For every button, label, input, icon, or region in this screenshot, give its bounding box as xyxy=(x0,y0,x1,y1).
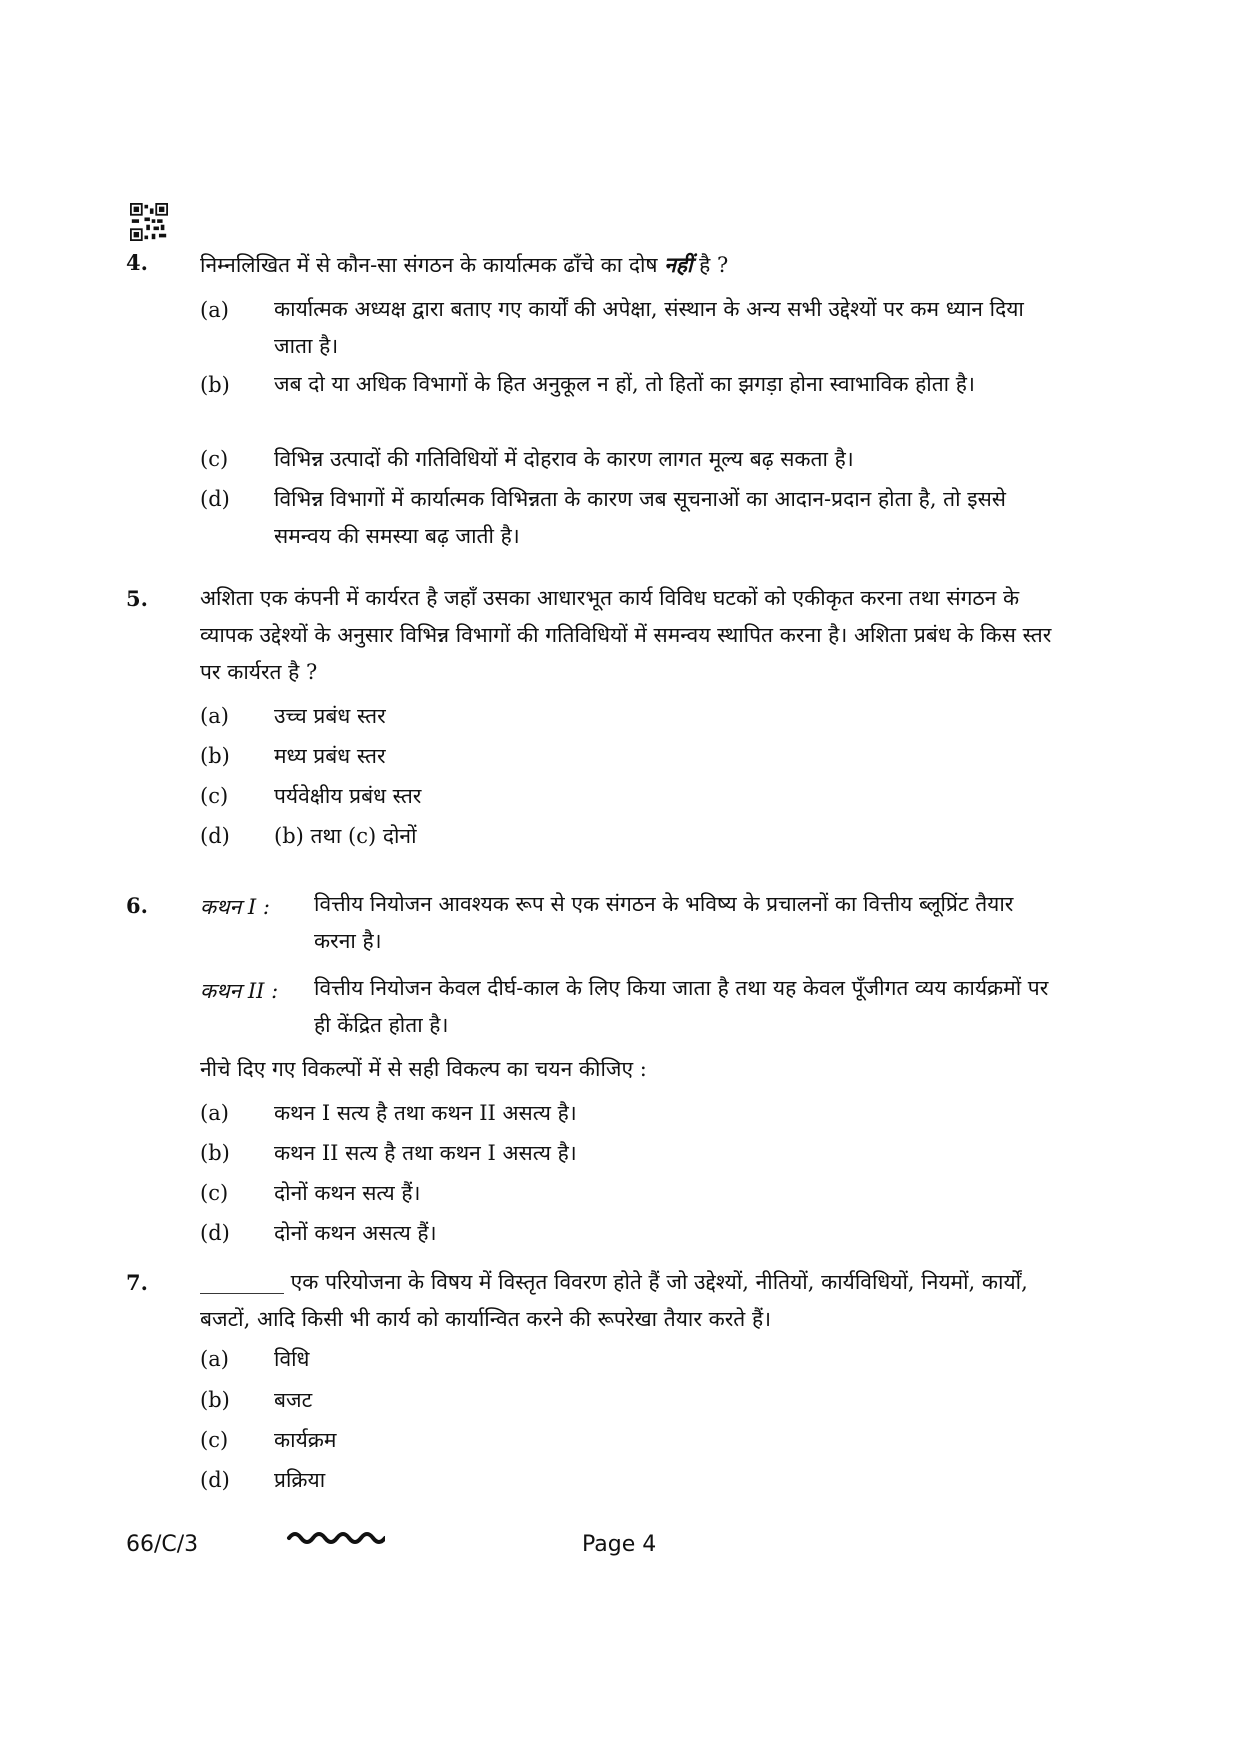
option-label: (b) xyxy=(200,1141,230,1165)
option-label: (b) xyxy=(200,1388,230,1412)
question-number: 7. xyxy=(126,1270,148,1295)
question-number: 6. xyxy=(126,893,148,918)
question-text-part: निम्नलिखित में से कौन-सा संगठन के कार्यात्मक ढाँचे का दोष xyxy=(200,253,665,277)
option-text: कथन I सत्य है तथा कथन II असत्य है। xyxy=(274,1101,577,1125)
option-text: उच्च प्रबंध स्तर xyxy=(274,704,386,728)
option-text: मध्य प्रबंध स्तर xyxy=(274,744,386,768)
option-text: बजट xyxy=(274,1388,313,1412)
statement-label: कथन I : xyxy=(200,895,270,919)
option-text: कार्यक्रम xyxy=(274,1428,337,1452)
option-label: (b) xyxy=(200,744,230,768)
option-label: (d) xyxy=(200,824,230,848)
option-text: विभिन्न उत्पादों की गतिविधियों में दोहराव के कारण लागत मूल्य बढ़ सकता है। xyxy=(274,447,854,471)
question-text: ________ एक परियोजना के विषय में विस्तृत विवरण होते हैं जो उद्देश्यों, नीतियों, कार्यविधियों, नियमों, कार्यों, बजटों, आदि किसी भी कार्य को कार्यान्वित करने की रूपरेखा तैयार करते हैं। xyxy=(200,1270,1028,1331)
option-text: (b) तथा (c) दोनों xyxy=(274,824,417,848)
option-text: कथन II सत्य है तथा कथन I असत्य है। xyxy=(274,1141,577,1165)
tilde-ornament-icon xyxy=(285,1524,385,1550)
option-text: दोनों कथन सत्य हैं। xyxy=(274,1181,421,1205)
statement-label: कथन II : xyxy=(200,979,279,1003)
statement-text: वित्तीय नियोजन आवश्यक रूप से एक संगठन के भविष्य के प्रचालनों का वित्तीय ब्लूप्रिंट तैयार करना है। xyxy=(314,892,1014,953)
option-label: (a) xyxy=(200,704,229,728)
option-label: (a) xyxy=(200,1101,229,1125)
option-label: (c) xyxy=(200,447,229,471)
option-label: (c) xyxy=(200,1181,229,1205)
option-label: (c) xyxy=(200,1428,229,1452)
option-text: विधि xyxy=(274,1347,310,1371)
option-text: विभिन्न विभागों में कार्यात्मक विभिन्नता के कारण जब सूचनाओं का आदान-प्रदान होता है, तो इससे समन्वय की समस्या बढ़ जाती है। xyxy=(274,487,1006,548)
qr-code-icon xyxy=(130,203,168,241)
option-text: दोनों कथन असत्य हैं। xyxy=(274,1221,437,1245)
question-text: अशिता एक कंपनी में कार्यरत है जहाँ उसका आधारभूत कार्य विविध घटकों को एकीकृत करना तथा संगठन के व्यापक उद्देश्यों के अनुसार विभिन्न विभागों की गतिविधियों में समन्वय स्थापित करना है। अशिता प्रबंध के किस स्तर पर कार्यरत है ? xyxy=(200,586,1052,684)
option-label: (c) xyxy=(200,784,229,808)
paper-code: 66/C/3 xyxy=(126,1532,199,1557)
question-text xyxy=(200,246,1058,284)
question-text-part: है ? xyxy=(692,253,729,277)
option-label: (d) xyxy=(200,1221,230,1245)
option-label: (a) xyxy=(200,1347,229,1371)
option-label: (a) xyxy=(200,298,229,322)
question-number: 4. xyxy=(126,250,148,275)
option-label: (d) xyxy=(200,487,230,511)
option-text: पर्यवेक्षीय प्रबंध स्तर xyxy=(274,784,422,808)
question-number: 5. xyxy=(126,586,148,611)
option-text: प्रक्रिया xyxy=(274,1468,326,1492)
option-text: कार्यात्मक अध्यक्ष द्वारा बताए गए कार्यों की अपेक्षा, संस्थान के अन्य सभी उद्देश्यों पर कम ध्यान दिया जाता है। xyxy=(274,297,1024,358)
option-label: (b) xyxy=(200,373,230,397)
question-emphasis: नहीं xyxy=(664,252,693,277)
option-label: (d) xyxy=(200,1468,230,1492)
question-instruction: नीचे दिए गए विकल्पों में से सही विकल्प का चयन कीजिए : xyxy=(200,1057,647,1081)
option-text: जब दो या अधिक विभागों के हित अनुकूल न हों, तो हितों का झगड़ा होना स्वाभाविक होता है। xyxy=(274,372,975,396)
page-number: Page 4 xyxy=(582,1532,657,1557)
statement-text: वित्तीय नियोजन केवल दीर्घ-काल के लिए किया जाता है तथा यह केवल पूँजीगत व्यय कार्यक्रमों पर ही केंद्रित होता है। xyxy=(314,976,1049,1037)
